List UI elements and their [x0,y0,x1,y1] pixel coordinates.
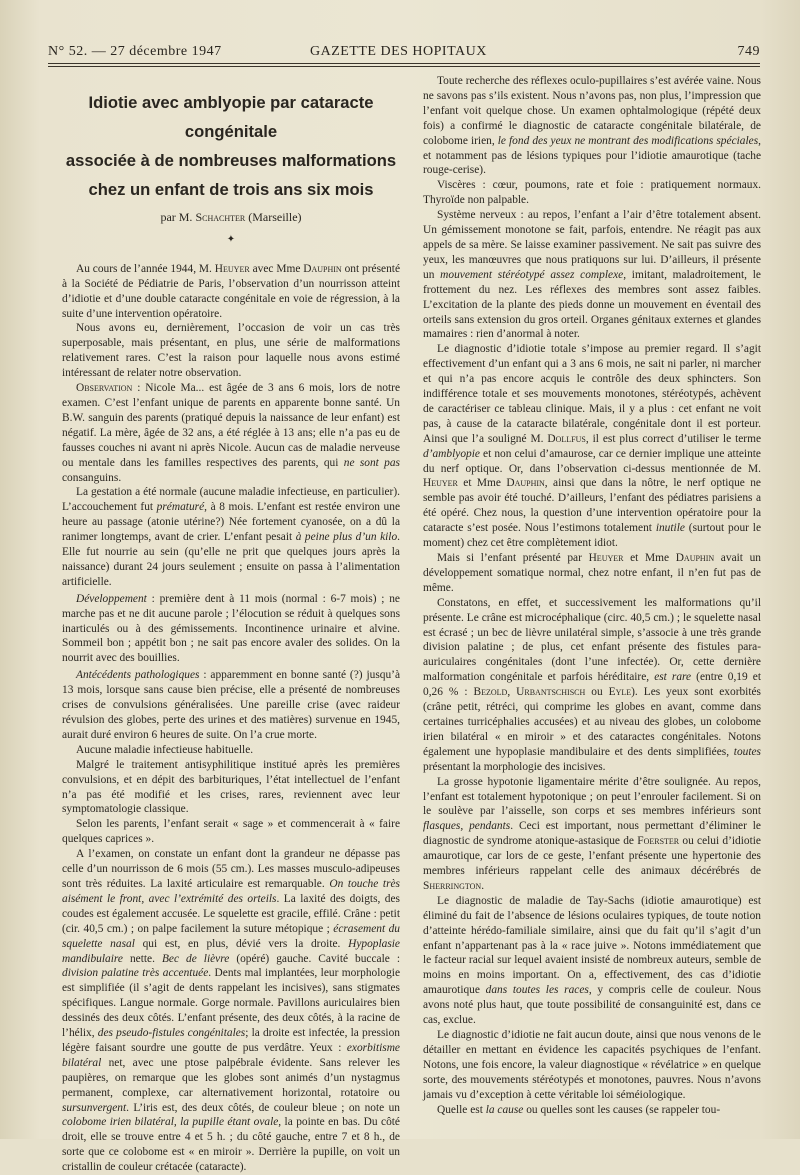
paragraph: Toute recherche des réflexes oculo-pupillaires s’est avérée vaine. Nous ne savons pas s’ils existent. Nous n’avons pas, non plus, l’impression que l’enfant voit quelque chose. Un examen ophtalmologique (répété deux fois) a confirmé le diagnostic de cataracte congénitale bilatérale, de colobome irien, le fond des yeux ne montrant des modifications spéciales, et notamment pas de lésions typiques pour l’idiotie amaurotique (tache rouge-cerise). [423,75,761,177]
page-number: 749 [737,44,760,59]
paragraph: Malgré le traitement antisyphilitique institué après les premières convulsions, et en dépit des barbituriques, l’état intellectuel de l’enfant n’a pas été modifié et les crises, rares, reviennent avec leur symptomatologie classique. [62,758,400,816]
paragraph: Le diagnostic d’idiotie ne fait aucun doute, ainsi que nous venons de le détailler en mettant en évidence les capacités psychiques de l’enfant. Notons, une fois encore, la valeur diagnostique « révélatrice » en quelque sorte, des mouvements stéréotypés et monotones, pauvres. Nous n’avons jamais vu d’exception à cette véritable loi séméiologique. [423,1029,761,1101]
author-reference: Heuyer [214,262,250,275]
author-reference: Heuyer [588,552,624,564]
paragraph: A l’examen, on constate un enfant dont la grandeur ne dépasse pas celle d’un nourrisson de 6 mois (55 cm.). Les masses musculo-adipeuses sont très réduites. La laxité articulaire est remarquable. On touche très aisément le front, avec l’extrémité des orteils. La laxité des doigts, des coudes est également accusée. Le squelette est gracile, effilé. Crâne : petit (cir. 40,5 cm.) ; on palpe facilement la suture métopique ; écrasement du squelette nasal qui est, en plus, dévié vers la droite. Hypoplasie mandibulaire nette. Bec de lièvre (opéré) gauche. Cavité buccale : division palatine très accentuée. Dents mal implantées, leur morphologie est simplifiée (il s’agit de dents rappelant les incisives), sans stigmates spécifiques. Langue normale. Gorge normale. Pavillons auriculaires bien dessinés des deux côtés. L’enfant présente, des deux côtés, à la racine de l’hélix, des pseudo-fistules congénitales; la droite est infectée, la pression légère faisant sourdre une goutte de pus verdâtre. Yeux : exorbitisme bilatéral net, avec une ptose palpébrale évidente. Sans relever les paupières, on remarque que les globes sont animés d’un nystagmus permanent, complexe, car alternativement horizontal, rotatoire ou sursunvergent. L’iris est, des deux côtés, de couleur bleue ; on note un colobome irien bilatéral, la pupille étant ovale, la pointe en bas. Du côté droit, elle se trouve entre 4 et 5 h. ; du côté gauche, entre 7 et 8 h., de sorte que ce colobome est « en miroir ». Derrière la pupille, on voit un cristallin de couleur crétacée (cataracte). [62,848,400,1174]
author-reference: Dauphin [506,477,545,490]
journal-title: GAZETTE DES HOPITAUX [310,44,487,59]
header-rule-double [48,66,760,67]
author-name: Schachter [195,210,246,224]
title-line: associée à de nombreuses malformations [65,151,397,170]
paragraph: Aucune maladie infectieuse habituelle. [76,743,254,756]
author-reference: Dauphin [675,552,715,564]
paragraph: Observation : Nicole Ma... est âgée de 3 ans 6 mois, lors de notre examen. C’est l’enfant unique de parents en apparente bonne santé. Un B.W. sanguin des parents (pratiqué depuis la naissance de leur enfant) est négatif. La mère, âgée de 32 ans, a été réglée à 13 ans; elle n’a pas eu de fausses couches ni avant ni après Nicole. Aucun cas de maladie nerveuse ou mentale dans les familles respectives des parents, qui ne sont pas consanguins. [62,382,400,484]
byline-prefix: par M. [160,210,193,224]
paragraph: Le diagnostic d’idiotie totale s’impose au premier regard. Il s’agit effectivement d’un enfant qui a 3 ans 6 mois, ne sait ni parler, ni marcher et qui n’a pas encore acquis le contrôle des deux sphincters. Son indifférence totale et ses mouvements monotones, stéréotypés, achèvent de caractériser ce tableau clinique. Mais, il y a plus : cet enfant ne voit pas, à cause de la cataracte bilatérale, congénitale dont il est porteur. Ainsi que l’a souligné M. Dollfus, il est plus correct d’utiliser le terme d’amblyopie et non celui d’amaurose, car ce dernier implique une atteinte du nerf optique. Or, dans l’observation ci-dessus mentionnée de M. Heuyer et Mme Dauphin, ainsi que dans la nôtre, le nerf optique ne semble pas avoir été touché. D’ailleurs, l’enfant des pédiatres parisiens a été opéré. Chez nous, la question d’une intervention opératoire pour la cataracte s’est posée. Nous l’estimons totalement inutile (surtout pour le moment) chez cet être complètement idiot. [423,343,762,550]
section-label: Observation [76,382,133,395]
title-line: chez un enfant de trois ans six mois [88,180,374,199]
paragraph: Mais si l’enfant présenté par Heuyer et Mme Dauphin avait un développement somatique normal, chez notre enfant, il n’en fut pas de même. [423,552,761,594]
byline [62,210,400,225]
section-label: Antécédents pathologiques [76,669,200,682]
author-reference: Dollfus [547,432,586,445]
paragraph: Antécédents pathologiques : apparemment en bonne santé (?) jusqu’à 13 mois, lorsque sans cause bien précise, elle a présenté de nombreuses crises de convulsions généralisées. Une pareille crise (avec raideur révulsion des globes, perte des urines et des matières) survenue en 1945, aurait duré environ 6 heures de suite. On l’a crue morte. [62,669,400,741]
title-line: Idiotie avec amblyopie par cataracte congénitale [88,93,374,141]
author-reference: Heuyer [423,477,458,490]
paragraph: La grosse hypotonie ligamentaire mérite d’être soulignée. Au repos, l’enfant est totalement hypotonique ; on peut l’enrouler facilement. Si on le soulève par l’aisselle, son corps et ses membres inférieurs sont flasques, pendants. Ceci est important, nous permettant d’éliminer le diagnostic de syndrome atonique-astasique de Foerster ou celui d’idiotie amaurotique, car lors de ce geste, l’enfant présente une hypertonie des membres inférieurs rappelant celle des animaux décérébrés de Sherrington. [423,775,761,892]
author-affiliation: (Marseille) [248,210,302,224]
paragraph: Viscères : cœur, poumons, rate et foie : pratiquement normaux. Thyroïde non palpable. [423,179,761,207]
paragraph: Au cours de l’année 1944, M. Heuyer avec Mme Dauphin ont présenté à la Société de Pédiatrie de Paris, l’observation d’un nourrisson atteint d’idiotie et d’une double cataracte congénitale en voie de régression, à la suite d’une intervention opératoire. [62,262,400,320]
title-ornament: ✦ [226,233,236,245]
issue-number: N° 52. — 27 décembre 1947 [48,44,222,59]
right-column [423,74,761,1117]
paragraph: Quelle est la cause ou quelles sont les causes (se rappeler tou- [437,1103,721,1116]
author-reference: Bezold, Urbantschisch [473,686,586,699]
section-label: Développement [76,592,147,605]
paragraph: Développement : première dent à 11 mois (normal : 6-7 mois) ; ne marche pas et ne dit aucune parole ; l’élocution se réduit à quelques sons inarticulés ou à des gémissements. Incontinence urinaire et alvine. Sommeil bon ; appétit bon ; ne sait pas encore avaler des solides. On la nourrit avec des bouillies. [62,592,400,665]
author-reference: Dauphin [303,262,342,275]
running-header [48,44,760,64]
paragraph: Constatons, en effet, et successivement les malformations qu’il présente. Le crâne est microcéphalique (circ. 40,5 cm.) ; le squelette nasal est écrasé ; un bec de lièvre unilatéral simple, s’associe à une très grande division palatine ; de plus, cet enfant présente des fistules para-auriculaires congénitales (dont l’une infectée). Or, cette dernière malformation congénitale et parfois héréditaire, est rare (entre 0,19 et 0,26 % : Bezold, Urbantschisch ou Eyle). Les yeux sont exorbités (crâne petit, rétréci, qui comprime les globes en avant, comme dans certaines turricéphalies accusées) et au niveau des globes, un colobome irien bilatéral « en miroir » et des cataractes congénitales. Notons également une hypoplasie mandibulaire et des dents simplifiées, toutes présentant la morphologie des incisives. [423,596,761,773]
author-reference: Sherrington [423,879,482,892]
paragraph: Système nerveux : au repos, l’enfant a l’air d’être totalement absent. Un gémissement monotone se fait, parfois, entendre. Ne réagit pas aux appels de sa mère. Se laisse examiner passivement. Ne sait pas suivre des yeux, les manœuvres que nous pratiquons sur lui. D’ailleurs, il présente un mouvement stéréotypé assez complexe, imitant, maladroitement, le frottement du nez. Les réflexes des membres sont assez faibles. L’excitation de la plante des pieds donne un mouvement en éventail des orteils sans extension du gros orteil. Organes génitaux externes et glandes mamaires : rien d’anormal à noter. [423,209,761,341]
left-column [62,74,400,1175]
author-reference: Foerster [637,835,680,848]
author-reference: Eyle [608,686,632,699]
paragraph: Selon les parents, l’enfant serait « sage » et commencerait à « faire quelques caprices ». [62,818,400,846]
paragraph: Nous avons eu, dernièrement, l’occasion de voir un cas très superposable, mais présentant, en plus, une série de malformations relativement rares. C’est la raison pour laquelle nous avons estimé intéressant de relater notre observation. [62,322,400,380]
paragraph: La gestation a été normale (aucune maladie infectieuse, en particulier). L’accouchement fut prématuré, à 8 mois. L’enfant est restée environ une heure au passage (atonie utérine?) Née fortement cyanosée, on a dû la ranimer longtemps, avant de crier. L’enfant pesait à peine plus d’un kilo. Elle fut nourrie au sein (qu’elle ne prit que quelques jours après la naissance) durant 24 jours seulement ; ensuite on passa à l’alimentation artificielle. [62,486,401,588]
header-rule [48,63,760,64]
article-title [62,88,400,204]
paragraph: Le diagnostic de maladie de Tay-Sachs (idiotie amaurotique) est éliminé du fait de l’absence de lésions oculaires typiques, de toute notion d’atteinte hérédo-familiale similaire, ainsi que du fait qu’il s’agit d’un enfant n’appartenant pas à la « race juive ». Notons immédiatement que le facteur racial sur lequel avaient insisté de nombreux auteurs, semble de moins en moins important. On a, effectivement, des cas d’idiotie amaurotique dans toutes les races, y compris celle de couleur. Nous avons noté plus haut, que toute possibilité de consanguinité est, dans ce cas, exclue. [423,894,761,1027]
